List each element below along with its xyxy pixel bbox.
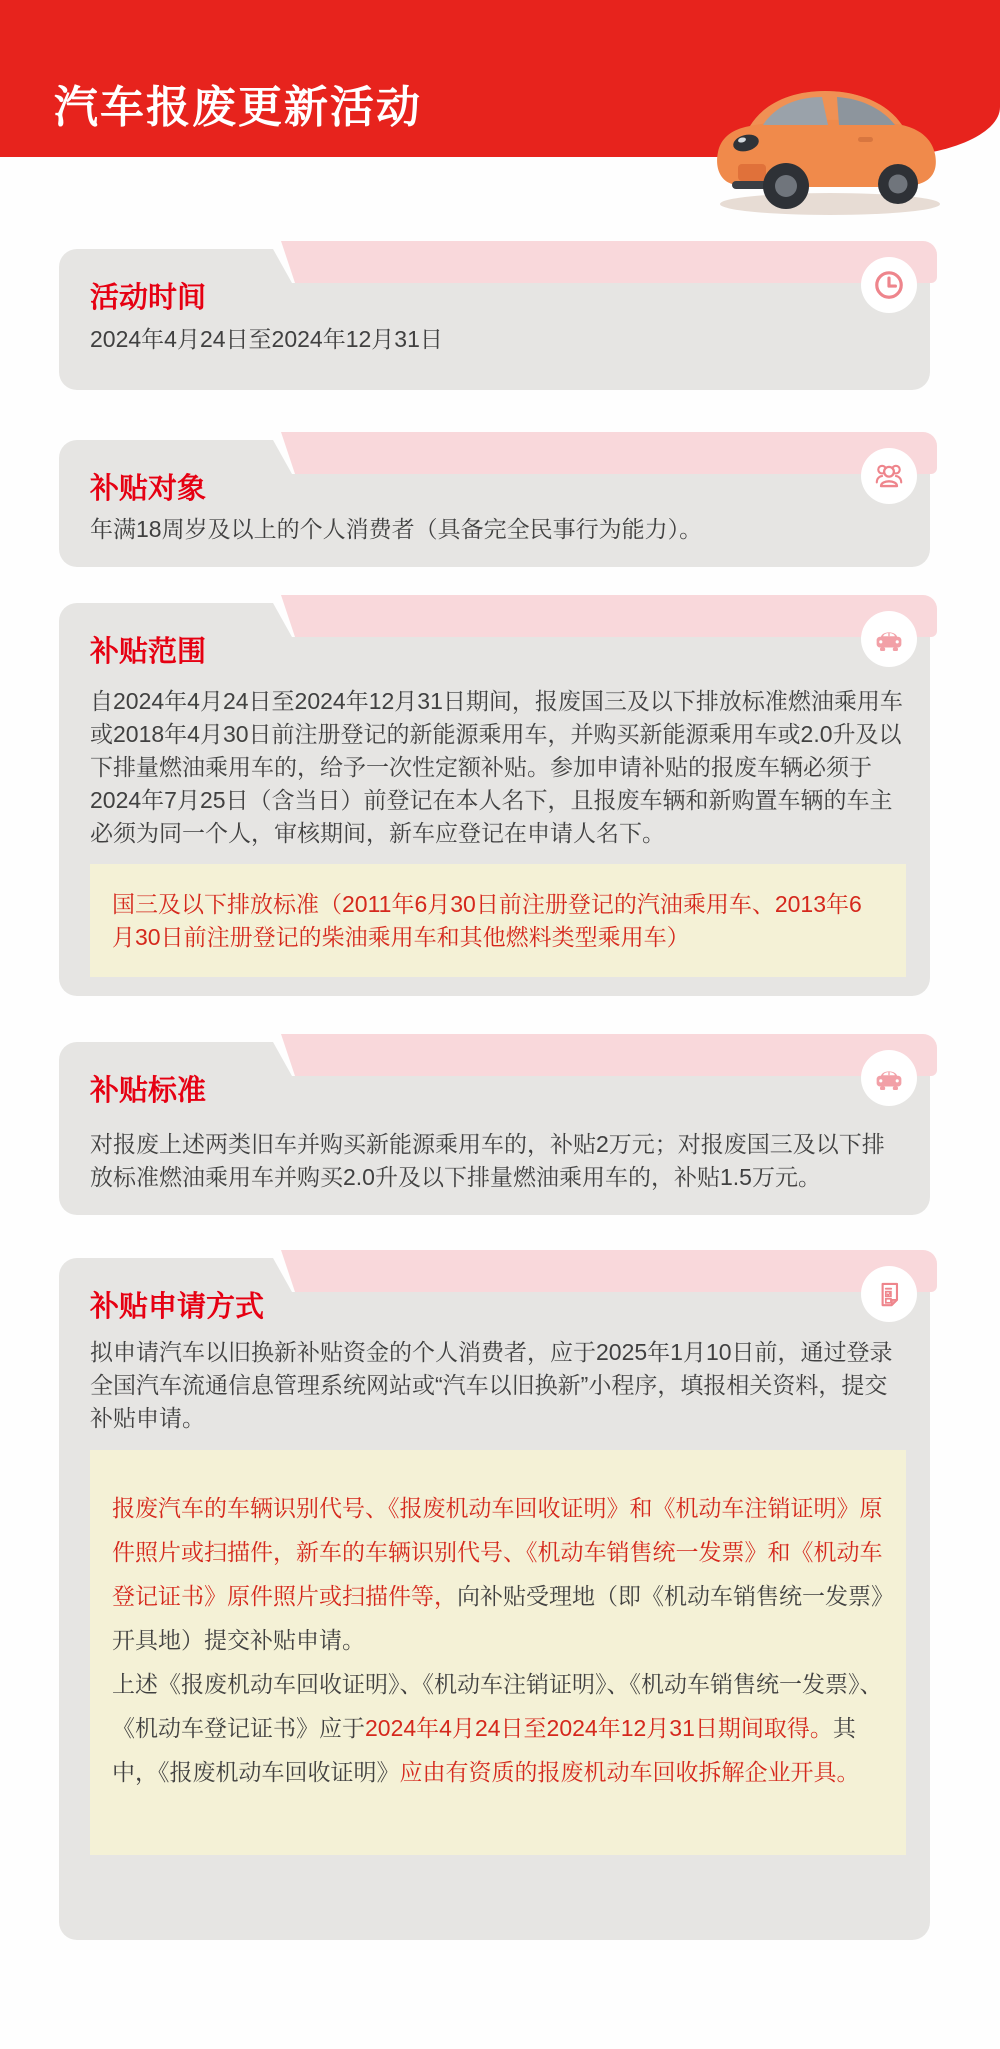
card-ribbon <box>281 432 937 474</box>
card-title: 补贴标准 <box>90 1075 207 1107</box>
icon-badge <box>861 1266 917 1322</box>
icon-badge <box>861 611 917 667</box>
car-icon <box>871 621 907 657</box>
users-icon <box>872 459 906 493</box>
card-shoulder <box>59 603 292 637</box>
note-segment: 上述《报废机动车回收证明》、《机动车注销证明》、《机动车销售统一发票》、《机动车登记证书》应于 <box>112 1671 883 1741</box>
icon-badge <box>861 1050 917 1106</box>
note-segment: 应由有资质的报废机动车回收拆解企业开具。 <box>399 1759 860 1785</box>
card-ribbon <box>281 1250 937 1292</box>
card-ribbon <box>281 241 937 283</box>
card-subsidy-target <box>59 440 930 567</box>
highlight-note <box>90 1450 906 1855</box>
card-body-text: 年满18周岁及以上的个人消费者（具备完全民事行为能力）。 <box>90 516 703 542</box>
card-ribbon <box>281 1034 937 1076</box>
card-shoulder <box>59 1042 292 1076</box>
card-body-text: 自2024年4月24日至2024年12月31日期间，报废国三及以下排放标准燃油乘用车或2018年4月30日前注册登记的新能源乘用车，并购买新能源乘用车或2.0升及以下排量燃油乘用车的，给予一次性定额补贴。参加申请补贴的报废车辆必须于2024年7月25日（含当日）前登记在本人名下，且报废车辆和新购置车辆的车主必须为同一个人，审核期间，新车应登记在申请人名下。 <box>90 688 903 846</box>
note-segment: 报废汽车的车辆识别代号、《报废机动车回收证明》和《机动车注销证明》原件照片或扫描件，新车的车辆识别代号、《机动车销售统一发票》和《机动车登记证书》原件照片或扫描件等， <box>112 1495 883 1609</box>
page-title: 汽车报废更新活动 <box>54 83 422 132</box>
card-ribbon <box>281 595 937 637</box>
highlight-note: 国三及以下排放标准（2011年6月30日前注册登记的汽油乘用车、2013年6月30日前注册登记的柴油乘用车和其他燃料类型乘用车） <box>90 864 906 977</box>
card-body-text: 对报废上述两类旧车并购买新能源乘用车的，补贴2万元；对报废国三及以下排放标准燃油乘用车并购买2.0升及以下排量燃油乘用车的，补贴1.5万元。 <box>90 1131 885 1190</box>
car-illustration <box>708 80 958 220</box>
note-segment: 向补贴受理地（即《机动车销售统一发票》开具地）提交补贴申请。 <box>112 1583 883 1653</box>
icon-badge <box>861 257 917 313</box>
card-title: 活动时间 <box>90 282 207 314</box>
card-title: 补贴对象 <box>90 473 207 505</box>
card-subsidy-standard <box>59 1042 930 1215</box>
document-icon <box>872 1277 906 1311</box>
card-title: 补贴范围 <box>90 636 207 668</box>
icon-badge <box>861 448 917 504</box>
card-body-text: 拟申请汽车以旧换新补贴资金的个人消费者，应于2025年1月10日前，通过登录全国汽车流通信息管理系统网站或“汽车以旧换新”小程序，填报相关资料，提交补贴申请。 <box>90 1339 893 1431</box>
note-segment: 2024年4月24日至2024年12月31日期间取得。 <box>365 1715 833 1741</box>
car-icon <box>871 1060 907 1096</box>
card-title: 补贴申请方式 <box>90 1291 265 1323</box>
clock-icon <box>872 268 906 302</box>
card-activity-time <box>59 249 930 390</box>
card-body-text: 2024年4月24日至2024年12月31日 <box>90 326 443 352</box>
card-shoulder <box>59 440 292 474</box>
card-application-method <box>59 1258 930 1940</box>
card-subsidy-scope <box>59 603 930 996</box>
card-shoulder <box>59 249 292 283</box>
card-shoulder <box>59 1258 292 1292</box>
note-segment: 其中，《报废机动车回收证明》 <box>112 1715 856 1785</box>
